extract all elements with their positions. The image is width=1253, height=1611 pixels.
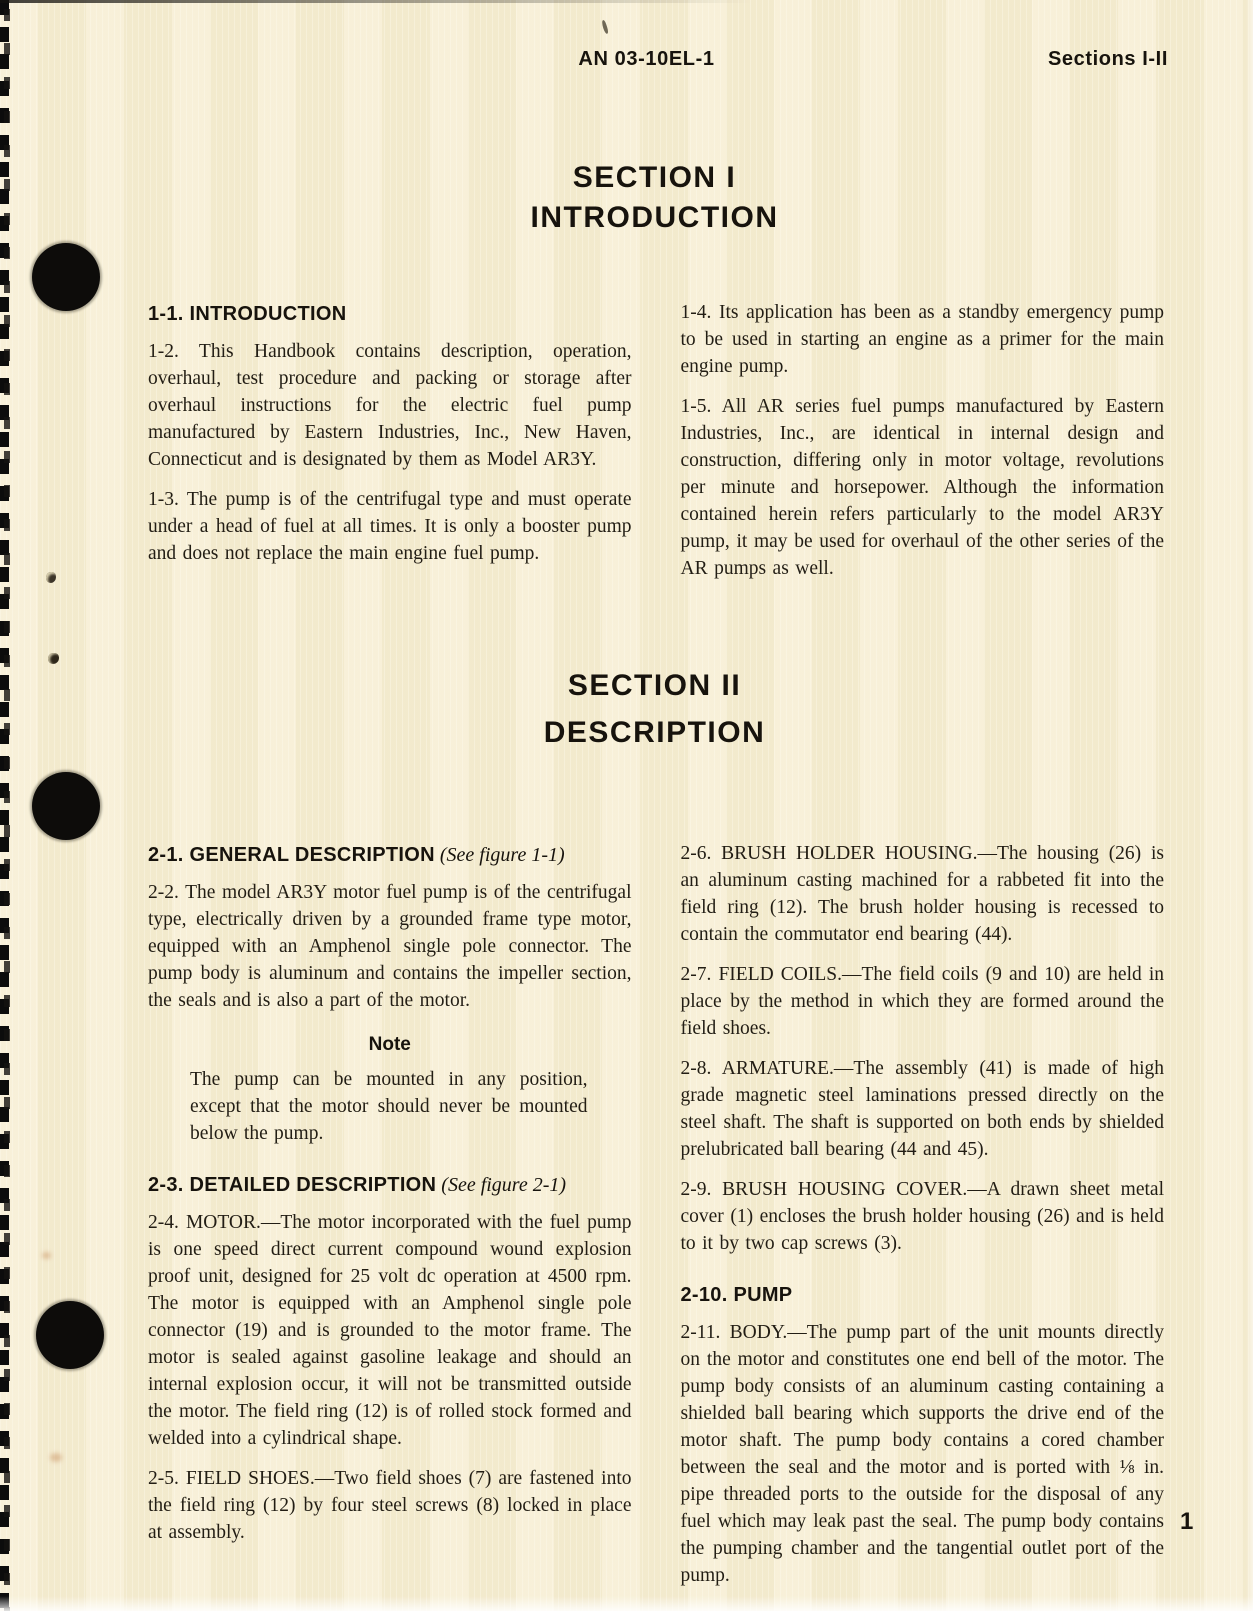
binder-hole [32, 243, 100, 311]
foxing-spot [50, 1453, 62, 1462]
heading-figure-reference: (See figure 1-1) [434, 844, 565, 866]
right-column [681, 299, 1165, 595]
paragraph-heading [148, 302, 632, 326]
paragraph: 2-9. BRUSH HOUSING COVER.—A drawn sheet metal cover (1) encloses the brush holder housing (26) and is held to it by two cap screws (3). [680, 1179, 1164, 1254]
heading-text: 2-10. PUMP [680, 1284, 793, 1306]
scan-right-edge [1246, 0, 1253, 1611]
paragraph: 1-4. Its application has been as a standby emergency pump to be used in starting an engine as a primer for the main engine pump. [680, 302, 1164, 377]
note-body: The pump can be mounted in any position, except that the motor should never be mounted below the pump. [190, 1069, 588, 1144]
paragraph-heading [148, 843, 632, 867]
section-title-line: SECTION I [572, 161, 737, 194]
section-subtitle-line: INTRODUCTION [530, 201, 779, 234]
ink-speck [46, 572, 56, 583]
paragraph: 2-11. BODY.—The pump part of the unit mounts directly on the motor and constitutes one end bell of the motor. The pump body consists of an aluminum casting containing a shielded ball bearing which supports the drive end of the motor shaft. The pump body contains a cored chamber between the seal and the motor and is ported with ⅛ in. pipe threaded ports to the outside for the disposal of any fuel which may leak past the seal. The pump body contains the pumping chamber and the tangential outlet port of the pump. [680, 1322, 1164, 1586]
paragraph: 2-5. FIELD SHOES.—Two field shoes (7) are fastened into the field ring (12) by four steel screws (8) locked in place at assembly. [148, 1468, 632, 1543]
heading-text: 2-1. GENERAL DESCRIPTION [148, 844, 435, 866]
binding-edge-notches [4, 0, 10, 1611]
paragraph: 2-2. The model AR3Y motor fuel pump is of the centrifugal type, electrically driven by a grounded frame type motor, equipped with an Amphenol single pole connector. The pump body is aluminum and contains the impeller section, the seals and is also a part of the motor. [148, 882, 632, 1011]
paragraph: 2-6. BRUSH HOLDER HOUSING.—The housing (26) is an aluminum casting machined for a rabbeted fit into the field ring (12). The brush holder housing is recessed to contain the commutator end bearing (44). [680, 843, 1164, 945]
left-column [148, 840, 632, 1602]
note-block [148, 1034, 632, 1147]
section-title-line: SECTION II [567, 669, 742, 702]
paragraph: 1-2. This Handbook contains description, operation, overhaul, test procedure and packing or storage after overhaul instructions for the electric fuel pump manufactured by Eastern Industries, Inc., New Haven, Connecticut and is designated by them as Model AR3Y. [148, 341, 632, 470]
paragraph: 2-8. ARMATURE.—The assembly (41) is made of high grade magnetic steel laminations pressed directly on the steel shaft. The shaft is supported on both ends by shielded prelubricated ball bearing (44 and 45). [680, 1058, 1164, 1160]
paragraph-heading [148, 1173, 632, 1197]
section-2-title [0, 662, 1253, 756]
paragraph: 1-3. The pump is of the centrifugal type and must operate under a head of fuel at all times. It is only a booster pump and does not replace the main engine fuel pump. [148, 489, 632, 564]
doc-number: AN 03-10EL-1 [578, 48, 715, 70]
page-number: 1 [1180, 1508, 1194, 1535]
binder-hole [32, 772, 100, 840]
page-header [0, 48, 1253, 76]
sections-label: Sections I-II [1047, 48, 1168, 70]
right-column [681, 840, 1165, 1602]
left-column [148, 299, 632, 595]
paragraph: 2-7. FIELD COILS.—The field coils (9 and 10) are held in place by the method in which they are formed around the field shoes. [680, 964, 1164, 1039]
note-title: Note [368, 1034, 411, 1055]
section-1-body [148, 299, 1164, 595]
binder-hole [36, 1301, 104, 1369]
scan-top-edge [0, 0, 752, 3]
section-subtitle-line: DESCRIPTION [543, 716, 766, 749]
heading-text: 1-1. INTRODUCTION [148, 303, 347, 325]
ink-speck [601, 20, 609, 35]
section-1-title [0, 158, 1253, 238]
section-2-body [148, 840, 1164, 1602]
foxing-spot [42, 1252, 51, 1259]
paragraph: 1-5. All AR series fuel pumps manufactured by Eastern Industries, Inc., are identical in internal design and construction, differing only in motor voltage, revolutions per minute and horsepower. Although the information contained herein refers particularly to the model AR3Y pump, it may be used for overhaul of the other series of the AR pumps as well. [680, 396, 1164, 579]
paragraph-heading [681, 1283, 1165, 1307]
heading-figure-reference: (See figure 2-1) [436, 1174, 567, 1196]
heading-text: 2-3. DETAILED DESCRIPTION [148, 1174, 437, 1196]
paragraph: 2-4. MOTOR.—The motor incorporated with the fuel pump is one speed direct current compound wound explosion proof unit, designed for 25 volt dc operation at 4500 rpm. The motor is equipped with an Amphenol single pole connector (19) and is grounded to the motor frame. The motor is sealed against gasoline leakage and should an internal explosion occur, it will not be transmitted outside the motor. The field ring (12) is of rolled stock formed and welded into a cylindrical shape. [148, 1212, 632, 1449]
